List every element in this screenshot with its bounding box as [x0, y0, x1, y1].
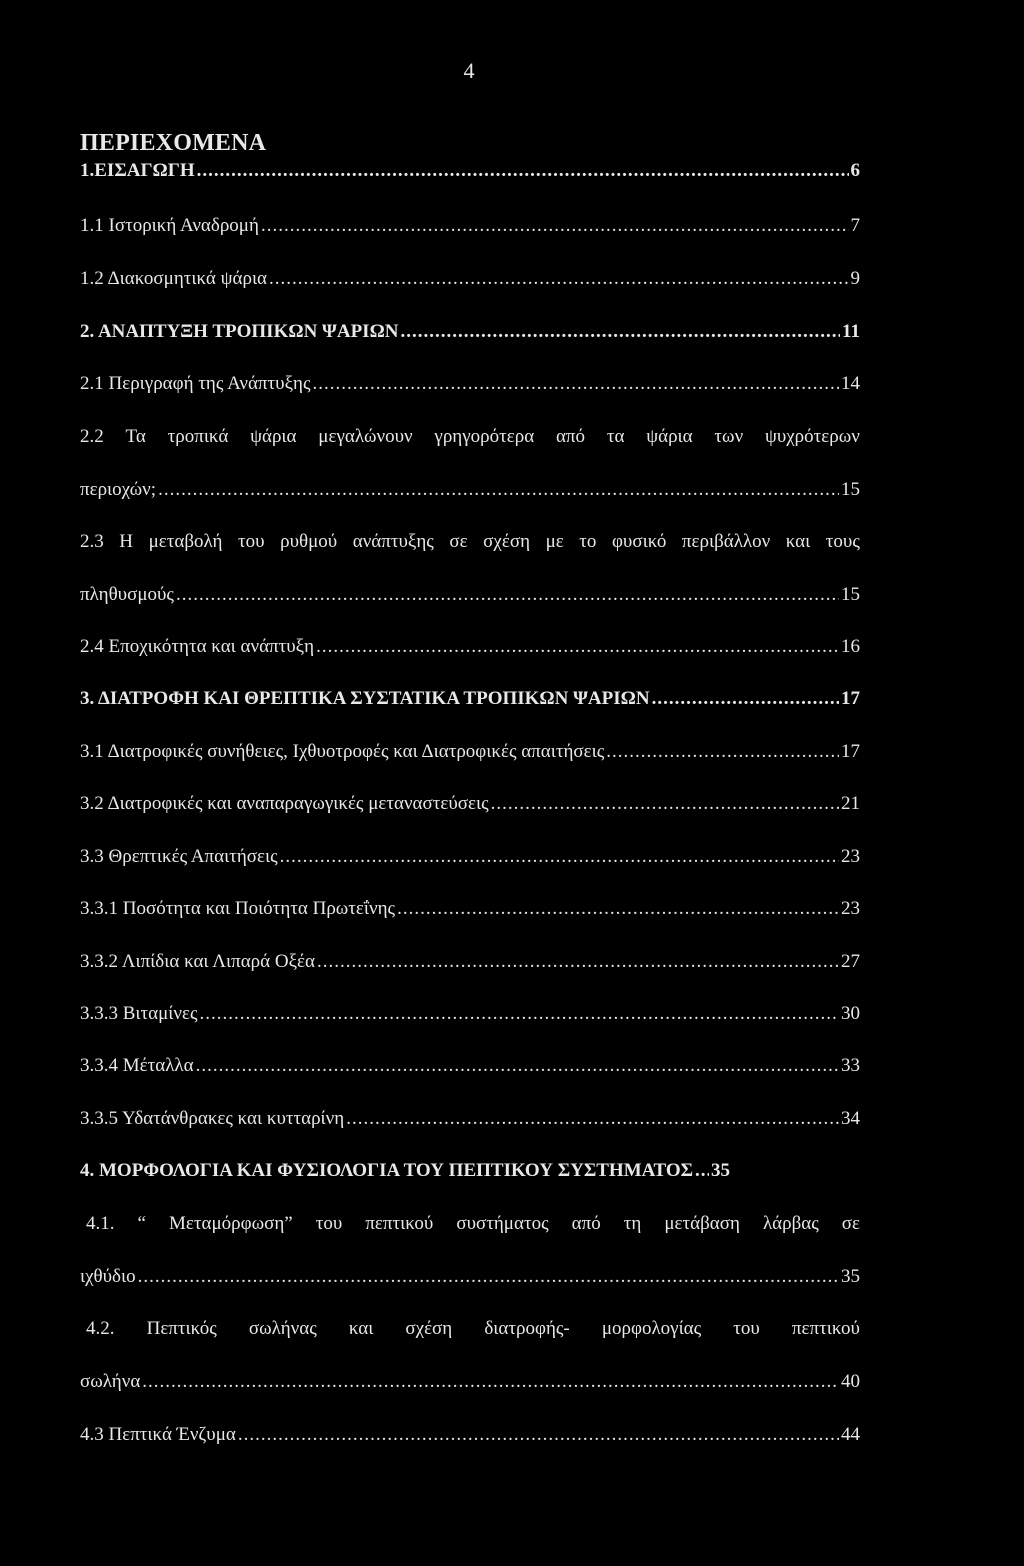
toc-entry-page: 33 [841, 1055, 860, 1076]
toc-entry-page: 23 [841, 846, 860, 867]
toc-entry-text: 4. ΜΟΡΦΟΛΟΓΙΑ ΚΑΙ ΦΥΣΙΟΛΟΓΙΑ ΤΟΥ ΠΕΠΤΙΚΟΥ ΣΥΣΤΗΜΑΤΟΣ [80, 1160, 694, 1181]
toc-entry-page: 23 [841, 898, 860, 919]
toc-entry-text: 2. ΑΝΑΠΤΥΞΗ ΤΡΟΠΙΚΩΝ ΨΑΡΙΩΝ [80, 321, 399, 342]
toc-entry-text: ιχθύδιο [80, 1266, 136, 1287]
toc-entry-3-2[interactable] [80, 793, 860, 815]
toc-entry-4-2[interactable] [80, 1371, 860, 1393]
toc-entry-3-3-1[interactable] [80, 898, 860, 920]
toc-entry-text: 3. ΔΙΑΤΡΟΦΗ ΚΑΙ ΘΡΕΠΤΙΚΑ ΣΥΣΤΑΤΙΚΑ ΤΡΟΠΙΚΩΝ ΨΑΡΙΩΝ [80, 688, 650, 709]
page-number: 4 [463, 58, 475, 83]
toc-entry-4-2-line1[interactable]: 4.2. Πεπτικός σωλήνας και σχέση διατροφής- μορφολογίας του πεπτικού [86, 1318, 860, 1339]
toc-entry-4-1-line1[interactable]: 4.1. “ Μεταμόρφωση” του πεπτικού συστήματος από τη μετάβαση λάρβας σε [86, 1213, 860, 1234]
toc-entry-text: 3.3.5 Υδατάνθρακες και κυτταρίνη [80, 1108, 345, 1129]
toc-entry-3-3-2[interactable] [80, 951, 860, 973]
toc-entry-3-3-4[interactable] [80, 1055, 860, 1077]
toc-entry-4[interactable] [80, 1160, 860, 1182]
toc-entry-text: 3.3.1 Ποσότητα και Ποιότητα Πρωτεΐνης [80, 898, 396, 919]
toc-entry-2-4[interactable] [80, 636, 860, 658]
toc-entry-text: περιοχών; [80, 479, 157, 500]
toc-entry-text: 1.1 Ιστορική Αναδρομή [80, 215, 259, 236]
toc-entry-page: 16 [841, 636, 860, 657]
toc-entry-1[interactable] [80, 160, 860, 182]
toc-entry-3-3-5[interactable] [80, 1108, 860, 1130]
toc-entry-text: 2.1 Περιγραφή της Ανάπτυξης [80, 373, 311, 394]
toc-entry-4-1[interactable] [80, 1266, 860, 1288]
toc-entry-page: 17 [841, 688, 860, 709]
toc-entry-page: 17 [841, 741, 860, 762]
toc-entry-text: 2.4 Εποχικότητα και ανάπτυξη [80, 636, 315, 657]
toc-entry-text: 3.2 Διατροφικές και αναπαραγωγικές μεταναστεύσεις [80, 793, 489, 814]
toc-entry-3-3-3[interactable] [80, 1003, 860, 1025]
toc-entry-text: πληθυσμούς [80, 584, 174, 605]
toc-entry-2-3[interactable] [80, 584, 860, 606]
toc-entry-text: 3.3.3 Βιταμίνες [80, 1003, 198, 1024]
toc-entry-text: 1.2 Διακοσμητικά ψάρια [80, 268, 268, 289]
toc-entry-page: 27 [841, 951, 860, 972]
toc-entry-page: 21 [841, 793, 860, 814]
toc-entry-4-3[interactable] [80, 1424, 860, 1446]
toc-entry-page: 6 [850, 160, 860, 181]
toc-entry-page: 11 [842, 321, 860, 342]
toc-entry-page: 40 [841, 1371, 860, 1392]
toc-entry-3-1[interactable] [80, 741, 860, 763]
toc-entry-text: 3.1 Διατροφικές συνήθειες, Ιχθυοτροφές και Διατροφικές απαιτήσεις [80, 741, 605, 762]
toc-entry-2-2[interactable] [80, 479, 860, 501]
toc-entry-2-2-line1[interactable]: 2.2 Τα τροπικά ψάρια μεγαλώνουν γρηγορότερα από τα ψάρια των ψυχρότερων [80, 426, 860, 447]
toc-entry-2-3-line1[interactable]: 2.3 Η μεταβολή του ρυθμού ανάπτυξης σε σχέση με το φυσικό περιβάλλον και τους [80, 531, 860, 552]
toc-title: ΠΕΡΙΕΧΟΜΕΝΑ [80, 130, 267, 156]
toc-entry-page: 44 [841, 1424, 860, 1445]
toc-entry-text: 1.ΕΙΣΑΓΩΓΗ [80, 160, 195, 181]
toc-entry-1-2[interactable] [80, 268, 860, 290]
toc-entry-page: 30 [841, 1003, 860, 1024]
toc-entry-page: 15 [841, 584, 860, 605]
toc-entry-page: 34 [841, 1108, 860, 1129]
toc-entry-page: 35 [841, 1266, 860, 1287]
toc-entry-page: 7 [850, 215, 860, 236]
toc-entry-text: 4.3 Πεπτικά Ένζυμα [80, 1424, 236, 1445]
toc-entry-page: 15 [841, 479, 860, 500]
toc-entry-text: 3.3.2 Λιπίδια και Λιπαρά Οξέα [80, 951, 315, 972]
toc-entry-page: 14 [841, 373, 860, 394]
toc-entry-text: 3.3 Θρεπτικές Απαιτήσεις [80, 846, 278, 867]
toc-entry-2[interactable] [80, 321, 860, 343]
toc-entry-text: 3.3.4 Μέταλλα [80, 1055, 194, 1076]
toc-entry-3-3[interactable] [80, 846, 860, 868]
toc-entry-text: σωλήνα [80, 1371, 141, 1392]
toc-entry-3[interactable] [80, 688, 860, 710]
toc-entry-2-1[interactable] [80, 373, 860, 395]
toc-entry-1-1[interactable] [80, 215, 860, 237]
toc-entry-page: 9 [850, 268, 860, 289]
toc-entry-page: 35 [711, 1160, 731, 1181]
